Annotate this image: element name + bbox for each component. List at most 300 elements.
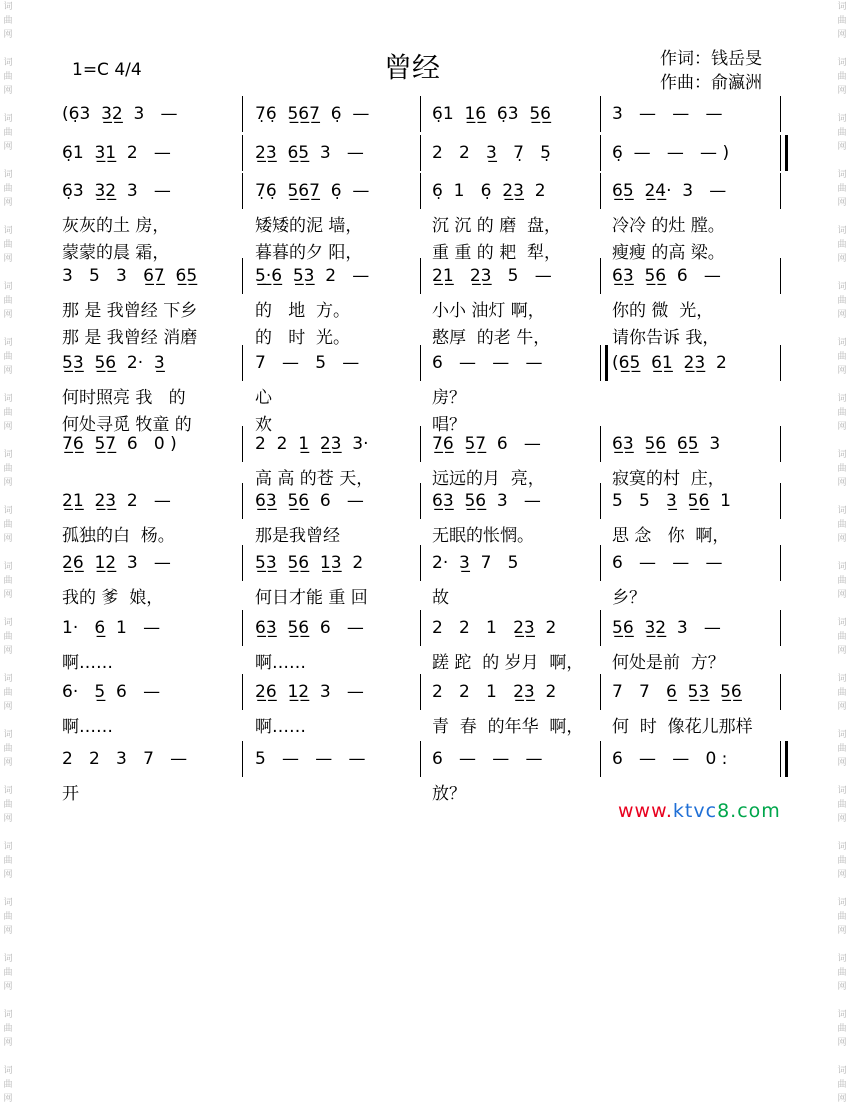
bar-line (242, 545, 243, 581)
side-char: 词 (3, 114, 13, 124)
side-char: 词 (3, 562, 13, 572)
bar-line (780, 674, 781, 710)
bar-line (600, 96, 601, 132)
side-gap (836, 1050, 848, 1064)
side-gap (2, 826, 14, 840)
composer-credit: 作曲：俞瀛洲 (660, 73, 762, 93)
lyric-text: 憨厚 的老 牛， (432, 328, 551, 348)
side-char: 词 (3, 170, 13, 180)
side-char: 词 (837, 954, 847, 964)
bar-line (780, 545, 781, 581)
side-char: 曲 (837, 184, 847, 194)
measure-notes: 6 — — — (612, 553, 723, 573)
measure-notes: 7̣6̣ 5̲6̲7̲ 6̣ — (255, 181, 370, 201)
bar-line (600, 741, 601, 777)
side-char: 网 (3, 254, 13, 264)
bar-line (242, 96, 243, 132)
side-gap (2, 882, 14, 896)
double-bar-line (785, 741, 788, 777)
side-char: 网 (3, 926, 13, 936)
lyric-text: 青 春 的年华 啊， (432, 717, 584, 737)
side-char: 网 (837, 926, 847, 936)
side-gap (2, 378, 14, 392)
site-watermark (618, 800, 781, 822)
side-char: 网 (837, 254, 847, 264)
lyric-text: 的 地 方。 (255, 301, 351, 321)
bar-line (600, 135, 601, 171)
bar-line (242, 483, 243, 519)
side-gap (2, 714, 14, 728)
lyric-text: 小小 油灯 啊， (432, 301, 545, 321)
measure-notes: 6· 5̲ 6 — (62, 682, 161, 702)
side-char: 网 (3, 478, 13, 488)
side-char: 网 (837, 142, 847, 152)
side-char: 曲 (3, 128, 13, 138)
side-char: 曲 (3, 1024, 13, 1034)
measure-notes: 6 — — — (432, 749, 543, 769)
side-char: 曲 (3, 744, 13, 754)
measure-notes: 5 — — — (255, 749, 366, 769)
lyric-text: 心 (255, 388, 272, 408)
side-char: 词 (837, 898, 847, 908)
bar-line (420, 545, 421, 581)
key-signature: 1=C 4/4 (72, 60, 142, 80)
bar-line (242, 135, 243, 171)
measure-notes: 5̲3̲ 5̲6̲ 1̲3̲ 2 (255, 553, 364, 573)
side-char: 词 (3, 1066, 13, 1076)
lyric-text: 思 念 你 啊， (612, 526, 730, 546)
side-char: 词 (837, 450, 847, 460)
lyric-text: 唱？ (432, 415, 466, 435)
side-char: 网 (3, 142, 13, 152)
side-char: 词 (3, 58, 13, 68)
side-char: 曲 (3, 688, 13, 698)
side-char: 网 (3, 646, 13, 656)
side-char: 曲 (3, 912, 13, 922)
bar-line (242, 258, 243, 294)
side-char: 词 (3, 2, 13, 12)
measure-notes: 2 2 1 2̲3̲ 2 (432, 618, 557, 638)
side-char: 曲 (3, 16, 13, 26)
bar-line (420, 345, 421, 381)
lyric-text: 远远的月 亮， (432, 469, 545, 489)
side-char: 词 (3, 674, 13, 684)
bar-line (242, 345, 243, 381)
bar-line (420, 483, 421, 519)
side-char: 曲 (3, 464, 13, 474)
lyric-text: 冷冷 的灶 膛。 (612, 216, 725, 236)
side-char: 词 (3, 226, 13, 236)
side-char: 词 (837, 114, 847, 124)
lyric-text: 蹉 跎 的 岁月 啊， (432, 653, 584, 673)
side-char: 网 (837, 478, 847, 488)
lyric-text: 何 时 像花儿那样 (612, 717, 753, 737)
bar-line (600, 483, 601, 519)
side-char: 网 (3, 422, 13, 432)
bar-line (780, 258, 781, 294)
side-char: 词 (3, 898, 13, 908)
side-char: 网 (3, 534, 13, 544)
side-char: 曲 (837, 576, 847, 586)
side-watermark-left (2, 0, 14, 1104)
bar-line (420, 173, 421, 209)
lyric-text: 放？ (432, 784, 466, 804)
lyric-text: 寂寞的村 庄， (612, 469, 725, 489)
side-gap (836, 210, 848, 224)
measure-notes: 6̲3̲ 5̲6̲ 3 — (432, 491, 541, 511)
bar-line (242, 674, 243, 710)
side-char: 网 (3, 702, 13, 712)
side-char: 词 (837, 786, 847, 796)
side-char: 词 (3, 618, 13, 628)
lyric-text: 沉 沉 的 磨 盘， (432, 216, 562, 236)
measure-notes: 7 7 6̲ 5̲3̲ 5̲6̲ (612, 682, 742, 702)
bar-line (600, 545, 601, 581)
side-char: 曲 (3, 240, 13, 250)
side-char: 网 (837, 198, 847, 208)
lyric-text: 开 (62, 784, 79, 804)
measure-notes: 6̲5̲ 2̲4̲· 3 — (612, 181, 727, 201)
bar-line (242, 173, 243, 209)
side-gap (836, 434, 848, 448)
side-gap (836, 378, 848, 392)
measure-notes: (6̣3 3̲2̲ 3 — (62, 104, 178, 124)
lyric-text: 暮暮的夕 阳， (255, 243, 363, 263)
measure-notes: 6̲3̲ 5̲6̲ 6 — (255, 618, 364, 638)
measure-notes: 3 5 3 6̲7̲ 6̲5̲ (62, 266, 198, 286)
double-bar-line (605, 345, 608, 381)
side-char: 曲 (3, 968, 13, 978)
measure-notes: (6̲5̲ 6̲1̲ 2̲3̲ 2 (612, 353, 727, 373)
side-char: 曲 (837, 240, 847, 250)
side-char: 曲 (3, 520, 13, 530)
side-char: 网 (837, 86, 847, 96)
side-char: 网 (837, 646, 847, 656)
side-char: 词 (3, 394, 13, 404)
measure-notes: 6̣ 1 6̣ 2̲3̲ 2 (432, 181, 546, 201)
lyric-text: 何时照亮 我 的 (62, 388, 186, 408)
side-gap (836, 658, 848, 672)
side-char: 词 (3, 338, 13, 348)
measure-notes: 6̲3̲ 5̲6̲ 6 — (612, 266, 721, 286)
side-char: 曲 (3, 72, 13, 82)
measure-notes: 6̲3̲ 5̲6̲ 6 — (255, 491, 364, 511)
side-char: 网 (837, 310, 847, 320)
side-gap (836, 714, 848, 728)
side-char: 词 (837, 282, 847, 292)
bar-line (600, 610, 601, 646)
side-gap (2, 42, 14, 56)
side-char: 网 (837, 366, 847, 376)
side-char: 网 (3, 758, 13, 768)
measure-notes: 2· 3̲ 7 5 (432, 553, 519, 573)
bar-line (780, 173, 781, 209)
measure-notes: 5̲6̲ 3̲2̲ 3 — (612, 618, 721, 638)
lyric-text: 重 重 的 耙 犁， (432, 243, 562, 263)
side-char: 词 (837, 170, 847, 180)
lyric-text: 啊…… (255, 653, 306, 673)
lyric-text: 啊…… (62, 717, 113, 737)
lyric-text: 乡？ (612, 588, 646, 608)
side-char: 网 (837, 758, 847, 768)
lyric-text: 蒙蒙的晨 霜， (62, 243, 170, 263)
side-char: 网 (3, 310, 13, 320)
side-char: 曲 (3, 856, 13, 866)
lyricist-credit: 作词：钱岳旻 (660, 49, 762, 69)
bar-line (420, 674, 421, 710)
measure-notes: 2̲6̲ 1̲2̲ 3 — (62, 553, 171, 573)
side-char: 词 (837, 674, 847, 684)
side-char: 词 (837, 562, 847, 572)
side-char: 曲 (3, 296, 13, 306)
side-char: 网 (837, 702, 847, 712)
side-char: 词 (837, 338, 847, 348)
side-char: 网 (837, 870, 847, 880)
side-char: 词 (837, 618, 847, 628)
side-char: 曲 (3, 1080, 13, 1090)
double-bar-line (785, 135, 788, 171)
lyric-text: 房？ (432, 388, 466, 408)
bar-line (420, 96, 421, 132)
side-char: 网 (3, 1094, 13, 1104)
side-char: 曲 (837, 520, 847, 530)
side-char: 曲 (3, 352, 13, 362)
side-char: 曲 (837, 800, 847, 810)
side-char: 曲 (3, 576, 13, 586)
bar-line (780, 345, 781, 381)
lyric-text: 灰灰的土 房， (62, 216, 170, 236)
lyric-text: 瘦瘦 的高 梁。 (612, 243, 725, 263)
measure-notes: 6 — — 0 : (612, 749, 728, 769)
lyric-text: 何处寻觅 牧童 的 (62, 415, 192, 435)
side-gap (2, 266, 14, 280)
bar-line (780, 96, 781, 132)
side-char: 曲 (3, 408, 13, 418)
bar-line (600, 345, 601, 381)
side-char: 词 (837, 506, 847, 516)
side-char: 曲 (837, 632, 847, 642)
lyric-text: 那是我曾经 (255, 526, 340, 546)
side-char: 网 (837, 814, 847, 824)
bar-line (242, 741, 243, 777)
side-char: 网 (3, 198, 13, 208)
side-char: 曲 (837, 296, 847, 306)
side-gap (836, 154, 848, 168)
bar-line (420, 426, 421, 462)
measure-notes: 5̲3̲ 5̲6̲ 2· 3̲ (62, 353, 165, 373)
side-char: 网 (837, 982, 847, 992)
lyric-text: 啊…… (62, 653, 113, 673)
side-char: 曲 (837, 72, 847, 82)
side-gap (836, 1106, 848, 1120)
side-char: 词 (3, 786, 13, 796)
side-char: 词 (3, 730, 13, 740)
side-gap (2, 658, 14, 672)
side-char: 词 (3, 506, 13, 516)
measure-notes: 6̣1 1̲6̲ 6̣3 5̲6̲ (432, 104, 551, 124)
measure-notes: 6 — — — (432, 353, 543, 373)
side-char: 曲 (837, 1024, 847, 1034)
side-char: 词 (3, 282, 13, 292)
side-char: 网 (3, 30, 13, 40)
side-char: 曲 (837, 912, 847, 922)
lyric-text: 高 高 的苍 天， (255, 469, 374, 489)
side-char: 网 (3, 982, 13, 992)
side-gap (2, 1106, 14, 1120)
measure-notes: 6̣ — — — ) (612, 143, 730, 163)
bar-line (780, 426, 781, 462)
side-char: 网 (837, 590, 847, 600)
bar-line (780, 610, 781, 646)
side-gap (836, 42, 848, 56)
side-gap (836, 490, 848, 504)
side-gap (836, 826, 848, 840)
side-char: 曲 (3, 632, 13, 642)
watermark-prefix: www. (618, 800, 673, 822)
side-char: 网 (3, 1038, 13, 1048)
side-gap (2, 154, 14, 168)
lyric-text: 矮矮的泥 墙， (255, 216, 363, 236)
side-char: 曲 (837, 408, 847, 418)
lyric-text: 那 是 我曾经 下乡 (62, 301, 198, 321)
side-gap (836, 602, 848, 616)
lyric-text: 何日才能 重 回 (255, 588, 368, 608)
measure-notes: 6̣1 3̲1̲ 2 — (62, 143, 171, 163)
side-char: 网 (837, 1038, 847, 1048)
side-gap (836, 322, 848, 336)
lyric-text: 请你告诉 我， (612, 328, 720, 348)
side-gap (836, 994, 848, 1008)
bar-line (600, 674, 601, 710)
side-char: 网 (837, 422, 847, 432)
side-char: 曲 (3, 184, 13, 194)
measure-notes: 2̲1̲ 2̲3̲ 2 — (62, 491, 171, 511)
lyric-text: 那 是 我曾经 消磨 (62, 328, 198, 348)
lyric-text: 我的 爹 娘， (62, 588, 164, 608)
side-char: 词 (837, 1010, 847, 1020)
bar-line (420, 741, 421, 777)
side-char: 网 (837, 30, 847, 40)
side-gap (836, 266, 848, 280)
side-char: 网 (3, 366, 13, 376)
lyric-text: 的 时 光。 (255, 328, 351, 348)
side-gap (2, 994, 14, 1008)
lyric-text: 故 (432, 588, 449, 608)
side-char: 曲 (837, 688, 847, 698)
lyric-text: 孤独的白 杨。 (62, 526, 175, 546)
bar-line (420, 610, 421, 646)
bar-line (420, 258, 421, 294)
lyric-text: 何处是前 方？ (612, 653, 725, 673)
measure-notes: 7̣6̣ 5̲6̲7̲ 6̣ — (255, 104, 370, 124)
side-gap (2, 546, 14, 560)
side-char: 网 (837, 1094, 847, 1104)
side-char: 词 (837, 842, 847, 852)
measure-notes: 2 2 1 2̲3̲ 2 (432, 682, 557, 702)
bar-line (780, 135, 781, 171)
side-char: 词 (837, 730, 847, 740)
side-char: 曲 (837, 128, 847, 138)
measure-notes: 2̲3̲ 6̲5̲ 3 — (255, 143, 364, 163)
side-gap (2, 434, 14, 448)
watermark-suffix: 8.com (717, 800, 781, 822)
side-gap (2, 322, 14, 336)
bar-line (600, 426, 601, 462)
bar-line (780, 741, 781, 777)
measure-notes: 2̲6̲ 1̲2̲ 3 — (255, 682, 364, 702)
song-title: 曾经 (384, 51, 441, 84)
side-char: 词 (837, 58, 847, 68)
side-watermark-right (836, 0, 848, 1104)
measure-notes: 6̲3̲ 5̲6̲ 6̲5̲ 3 (612, 434, 721, 454)
side-char: 网 (837, 534, 847, 544)
measure-notes: 6̣3 3̲2̲ 3 — (62, 181, 171, 201)
bar-line (600, 173, 601, 209)
side-char: 词 (3, 450, 13, 460)
measure-notes: 2 2 1̲ 2̲3̲ 3· (255, 434, 369, 454)
side-gap (2, 770, 14, 784)
side-char: 词 (837, 2, 847, 12)
measure-notes: 2 2 3 7 — (62, 749, 188, 769)
side-char: 网 (3, 86, 13, 96)
bar-line (600, 258, 601, 294)
side-char: 网 (3, 870, 13, 880)
measure-notes: 1· 6̲ 1 — (62, 618, 161, 638)
side-char: 网 (3, 590, 13, 600)
side-char: 词 (3, 954, 13, 964)
side-char: 曲 (3, 800, 13, 810)
side-char: 曲 (837, 1080, 847, 1090)
side-char: 曲 (837, 968, 847, 978)
side-char: 词 (837, 394, 847, 404)
side-gap (2, 490, 14, 504)
side-gap (2, 938, 14, 952)
side-char: 曲 (837, 16, 847, 26)
side-char: 曲 (837, 352, 847, 362)
side-char: 词 (3, 1010, 13, 1020)
bar-line (420, 135, 421, 171)
measure-notes: 3 — — — (612, 104, 723, 124)
measure-notes: 7 — 5 — (255, 353, 360, 373)
measure-notes: 2 2 3̲ 7̣ 5̣ (432, 143, 551, 163)
side-char: 词 (837, 226, 847, 236)
measure-notes: 7̲6̲ 5̲7̲ 6 — (432, 434, 541, 454)
measure-notes: 5̲·̲6̲ 5̲3̲ 2 — (255, 266, 370, 286)
bar-line (780, 483, 781, 519)
side-char: 曲 (837, 856, 847, 866)
side-char: 词 (3, 842, 13, 852)
bar-line (242, 426, 243, 462)
measure-notes: 2̲1̲ 2̲3̲ 5 — (432, 266, 552, 286)
side-gap (836, 770, 848, 784)
side-gap (2, 602, 14, 616)
watermark-middle: ktvc (672, 800, 718, 822)
side-char: 曲 (837, 464, 847, 474)
measure-notes: 5 5 3̲ 5̲6̲ 1 (612, 491, 731, 511)
side-gap (2, 1050, 14, 1064)
side-gap (836, 98, 848, 112)
side-char: 曲 (837, 744, 847, 754)
bar-line (242, 610, 243, 646)
side-char: 词 (837, 1066, 847, 1076)
side-char: 网 (3, 814, 13, 824)
side-gap (836, 938, 848, 952)
measure-notes: 7̲6̲ 5̲7̲ 6 0 ) (62, 434, 177, 454)
side-gap (836, 882, 848, 896)
lyric-text: 欢 (255, 415, 272, 435)
lyric-text: 啊…… (255, 717, 306, 737)
side-gap (2, 210, 14, 224)
